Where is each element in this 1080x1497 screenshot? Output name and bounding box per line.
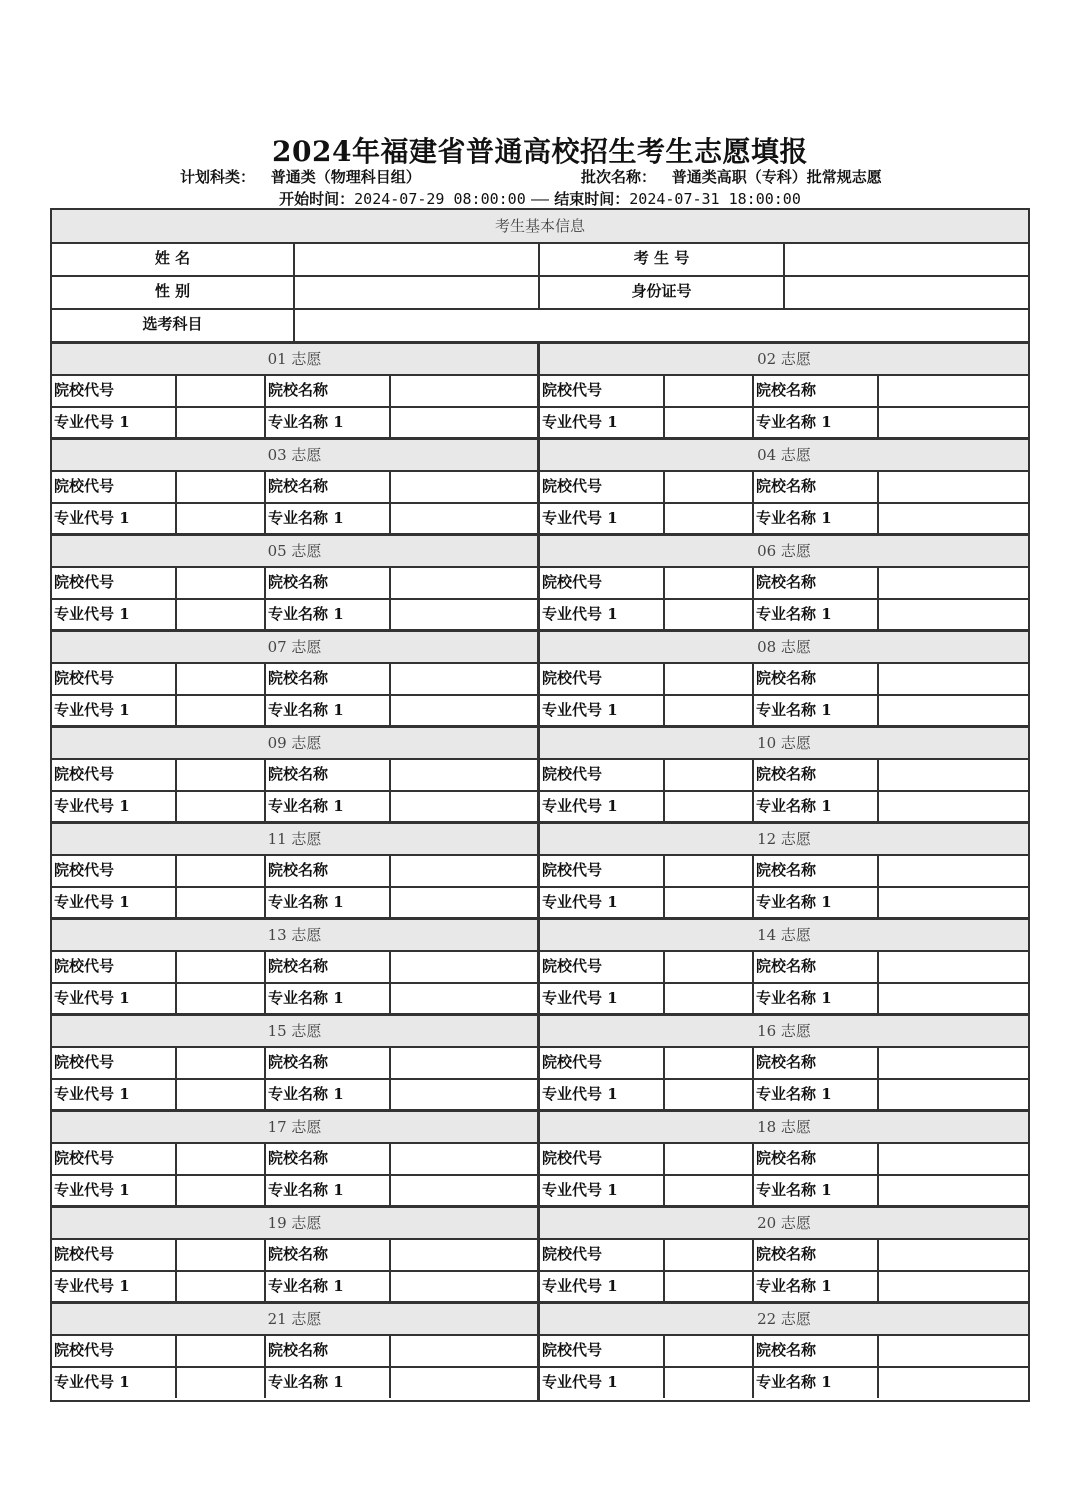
major-row: [52, 1368, 537, 1398]
school-name-label: 院校名称: [266, 856, 391, 886]
school-row: [52, 952, 537, 984]
plan-batch-line: [0, 166, 1080, 188]
volunteer-title: 12 志愿: [540, 824, 1028, 856]
school-name-field[interactable]: [391, 376, 537, 406]
major-name-field[interactable]: [879, 504, 1028, 534]
volunteer-title: 14 志愿: [540, 920, 1028, 952]
volunteer-block: [540, 824, 1028, 920]
volunteer-title: 17 志愿: [52, 1112, 537, 1144]
school-code-label: 院校代号: [52, 856, 177, 886]
start-label: 开始时间：: [279, 190, 355, 208]
major-code-field[interactable]: [177, 1272, 266, 1302]
school-name-label: 院校名称: [754, 472, 879, 502]
school-code-field[interactable]: [177, 376, 266, 406]
major-code-field[interactable]: [177, 888, 266, 918]
school-code-field[interactable]: [665, 856, 754, 886]
school-code-field[interactable]: [177, 568, 266, 598]
school-name-field[interactable]: [879, 952, 1028, 982]
school-code-field[interactable]: [177, 760, 266, 790]
volunteer-block: [52, 536, 540, 632]
school-name-label: 院校名称: [266, 760, 391, 790]
school-name-field[interactable]: [391, 664, 537, 694]
volunteer-title: 08 志愿: [540, 632, 1028, 664]
volunteer-title: 02 志愿: [540, 344, 1028, 376]
school-code-label: 院校代号: [52, 952, 177, 982]
major-name-field[interactable]: [391, 600, 537, 630]
school-code-label: 院校代号: [52, 760, 177, 790]
major-row: [52, 600, 537, 630]
major-name-label: 专业名称 1: [754, 1080, 879, 1110]
major-code-label: 专业代号 1: [540, 792, 665, 822]
major-name-field[interactable]: [391, 1080, 537, 1110]
school-code-field[interactable]: [665, 952, 754, 982]
school-name-label: 院校名称: [266, 1240, 391, 1270]
major-name-label: 专业名称 1: [754, 600, 879, 630]
major-code-label: 专业代号 1: [540, 984, 665, 1014]
school-name-field[interactable]: [391, 856, 537, 886]
major-code-label: 专业代号 1: [540, 1368, 665, 1398]
major-code-label: 专业代号 1: [540, 1176, 665, 1206]
volunteer-title: 15 志愿: [52, 1016, 537, 1048]
school-row: [540, 856, 1028, 888]
major-code-label: 专业代号 1: [540, 696, 665, 726]
volunteer-title: 16 志愿: [540, 1016, 1028, 1048]
major-name-label: 专业名称 1: [266, 1272, 391, 1302]
major-name-field[interactable]: [879, 1176, 1028, 1206]
school-code-label: 院校代号: [52, 376, 177, 406]
name-label: 姓 名: [52, 244, 295, 275]
major-name-label: 专业名称 1: [754, 1176, 879, 1206]
school-code-label: 院校代号: [540, 1240, 665, 1270]
school-row: [52, 472, 537, 504]
major-row: [540, 792, 1028, 822]
school-name-label: 院校名称: [266, 472, 391, 502]
major-name-label: 专业名称 1: [754, 696, 879, 726]
major-code-field[interactable]: [665, 600, 754, 630]
school-name-field[interactable]: [879, 1336, 1028, 1366]
school-name-label: 院校名称: [266, 1144, 391, 1174]
plan-label: 计划科类：: [180, 168, 256, 186]
gender-label: 性 别: [52, 277, 295, 308]
school-name-label: 院校名称: [754, 952, 879, 982]
school-code-field[interactable]: [177, 1240, 266, 1270]
major-code-field[interactable]: [177, 1080, 266, 1110]
major-name-field[interactable]: [391, 1272, 537, 1302]
major-name-field[interactable]: [879, 1080, 1028, 1110]
major-name-label: 专业名称 1: [266, 1080, 391, 1110]
school-row: [52, 1240, 537, 1272]
major-name-label: 专业名称 1: [266, 408, 391, 438]
school-code-field[interactable]: [665, 1048, 754, 1078]
school-code-field[interactable]: [177, 1336, 266, 1366]
volunteer-block: [540, 920, 1028, 1016]
application-form: [50, 208, 1030, 1402]
major-code-field[interactable]: [177, 1368, 266, 1398]
major-row: [52, 696, 537, 726]
school-code-label: 院校代号: [540, 1144, 665, 1174]
school-code-field[interactable]: [665, 568, 754, 598]
major-name-label: 专业名称 1: [754, 1272, 879, 1302]
major-name-field[interactable]: [879, 600, 1028, 630]
school-name-field[interactable]: [879, 856, 1028, 886]
volunteer-title: 18 志愿: [540, 1112, 1028, 1144]
school-name-field[interactable]: [391, 1240, 537, 1270]
major-row: [540, 408, 1028, 438]
major-name-label: 专业名称 1: [754, 792, 879, 822]
volunteer-block: [540, 1016, 1028, 1112]
major-row: [52, 408, 537, 438]
major-name-field[interactable]: [879, 888, 1028, 918]
school-row: [52, 1048, 537, 1080]
major-name-field[interactable]: [391, 1176, 537, 1206]
school-code-field[interactable]: [665, 472, 754, 502]
major-name-label: 专业名称 1: [754, 408, 879, 438]
school-row: [52, 376, 537, 408]
school-name-label: 院校名称: [754, 856, 879, 886]
major-code-field[interactable]: [665, 408, 754, 438]
school-code-field[interactable]: [665, 760, 754, 790]
school-code-field[interactable]: [665, 1240, 754, 1270]
major-code-field[interactable]: [665, 1368, 754, 1398]
end-label: 结束时间：: [554, 190, 630, 208]
school-code-label: 院校代号: [52, 568, 177, 598]
exam-number-field[interactable]: [785, 244, 1028, 275]
school-name-label: 院校名称: [266, 568, 391, 598]
school-code-label: 院校代号: [540, 856, 665, 886]
major-name-field[interactable]: [879, 408, 1028, 438]
volunteer-title: 21 志愿: [52, 1304, 537, 1336]
major-name-field[interactable]: [391, 1368, 537, 1398]
school-row: [52, 568, 537, 600]
major-name-label: 专业名称 1: [266, 888, 391, 918]
volunteer-block: [540, 344, 1028, 440]
volunteer-block: [540, 536, 1028, 632]
major-code-field[interactable]: [665, 1176, 754, 1206]
school-name-field[interactable]: [391, 1336, 537, 1366]
volunteer-title: 04 志愿: [540, 440, 1028, 472]
volunteer-block: [540, 1112, 1028, 1208]
subjects-label: 选考科目: [52, 310, 295, 341]
major-name-label: 专业名称 1: [266, 696, 391, 726]
major-code-label: 专业代号 1: [540, 504, 665, 534]
volunteer-block: [52, 1304, 540, 1400]
major-name-field[interactable]: [879, 696, 1028, 726]
school-code-label: 院校代号: [52, 1240, 177, 1270]
end-value: 2024-07-31 18:00:00: [629, 190, 801, 208]
basic-info-title: 考生基本信息: [52, 210, 1028, 244]
major-name-field[interactable]: [391, 984, 537, 1014]
major-code-label: 专业代号 1: [52, 408, 177, 438]
batch-label: 批次名称：: [581, 168, 657, 186]
major-code-label: 专业代号 1: [52, 984, 177, 1014]
exam-number-label: 考 生 号: [540, 244, 785, 275]
volunteer-title: 09 志愿: [52, 728, 537, 760]
school-code-label: 院校代号: [540, 376, 665, 406]
major-row: [52, 792, 537, 822]
major-code-label: 专业代号 1: [540, 600, 665, 630]
major-row: [540, 1272, 1028, 1302]
school-name-label: 院校名称: [754, 760, 879, 790]
volunteer-title: 13 志愿: [52, 920, 537, 952]
major-code-field[interactable]: [177, 792, 266, 822]
basic-info-row-1: [52, 244, 1028, 277]
id-number-label: 身份证号: [540, 277, 785, 308]
volunteer-title: 07 志愿: [52, 632, 537, 664]
major-code-label: 专业代号 1: [52, 1272, 177, 1302]
volunteer-block: [52, 344, 540, 440]
school-code-label: 院校代号: [540, 664, 665, 694]
school-name-field[interactable]: [879, 1240, 1028, 1270]
school-code-label: 院校代号: [52, 664, 177, 694]
major-code-field[interactable]: [177, 600, 266, 630]
school-row: [540, 664, 1028, 696]
school-name-label: 院校名称: [754, 376, 879, 406]
school-name-field[interactable]: [879, 1048, 1028, 1078]
major-code-label: 专业代号 1: [52, 504, 177, 534]
major-name-label: 专业名称 1: [754, 504, 879, 534]
major-row: [540, 696, 1028, 726]
major-code-field[interactable]: [177, 1176, 266, 1206]
major-name-field[interactable]: [391, 408, 537, 438]
school-row: [52, 856, 537, 888]
major-row: [540, 600, 1028, 630]
volunteer-block: [52, 920, 540, 1016]
major-name-field[interactable]: [879, 984, 1028, 1014]
major-name-label: 专业名称 1: [754, 888, 879, 918]
school-code-label: 院校代号: [52, 472, 177, 502]
major-code-label: 专业代号 1: [52, 1080, 177, 1110]
major-row: [52, 888, 537, 918]
school-code-field[interactable]: [177, 472, 266, 502]
time-line: [0, 188, 1080, 209]
school-row: [540, 376, 1028, 408]
major-row: [540, 1080, 1028, 1110]
major-code-field[interactable]: [177, 504, 266, 534]
major-code-label: 专业代号 1: [52, 888, 177, 918]
volunteer-title: 03 志愿: [52, 440, 537, 472]
volunteer-title: 11 志愿: [52, 824, 537, 856]
major-code-field[interactable]: [665, 1080, 754, 1110]
school-name-field[interactable]: [879, 1144, 1028, 1174]
major-row: [52, 1272, 537, 1302]
major-code-label: 专业代号 1: [540, 408, 665, 438]
school-name-label: 院校名称: [266, 664, 391, 694]
major-code-label: 专业代号 1: [540, 888, 665, 918]
school-row: [540, 568, 1028, 600]
school-name-label: 院校名称: [754, 1336, 879, 1366]
basic-info-row-3: [52, 310, 1028, 344]
school-name-field[interactable]: [879, 472, 1028, 502]
major-code-field[interactable]: [665, 696, 754, 726]
volunteer-title: 10 志愿: [540, 728, 1028, 760]
major-code-field[interactable]: [177, 984, 266, 1014]
school-name-label: 院校名称: [266, 952, 391, 982]
major-name-label: 专业名称 1: [266, 504, 391, 534]
school-name-label: 院校名称: [754, 664, 879, 694]
volunteer-block: [540, 1208, 1028, 1304]
school-name-field[interactable]: [879, 376, 1028, 406]
major-name-label: 专业名称 1: [754, 984, 879, 1014]
volunteer-grid: [52, 344, 1028, 1400]
volunteer-title: 06 志愿: [540, 536, 1028, 568]
school-code-label: 院校代号: [540, 1048, 665, 1078]
major-row: [540, 984, 1028, 1014]
major-code-field[interactable]: [177, 408, 266, 438]
major-name-label: 专业名称 1: [754, 1368, 879, 1398]
start-value: 2024-07-29 08:00:00: [354, 190, 526, 208]
school-name-field[interactable]: [391, 1144, 537, 1174]
major-code-label: 专业代号 1: [540, 1272, 665, 1302]
major-code-label: 专业代号 1: [52, 696, 177, 726]
major-name-field[interactable]: [391, 504, 537, 534]
plan-value: 普通类（物理科目组）: [270, 168, 421, 186]
major-row: [52, 1176, 537, 1206]
school-name-field[interactable]: [391, 952, 537, 982]
major-name-label: 专业名称 1: [266, 792, 391, 822]
major-code-label: 专业代号 1: [52, 792, 177, 822]
school-row: [540, 1240, 1028, 1272]
major-name-field[interactable]: [391, 888, 537, 918]
major-row: [540, 504, 1028, 534]
school-row: [52, 1144, 537, 1176]
volunteer-block: [540, 632, 1028, 728]
school-row: [52, 664, 537, 696]
school-row: [540, 472, 1028, 504]
major-row: [52, 984, 537, 1014]
school-code-field[interactable]: [665, 1336, 754, 1366]
volunteer-block: [540, 1304, 1028, 1400]
major-row: [540, 1176, 1028, 1206]
school-name-label: 院校名称: [754, 1240, 879, 1270]
school-code-field[interactable]: [177, 952, 266, 982]
school-name-field[interactable]: [879, 664, 1028, 694]
school-name-label: 院校名称: [754, 568, 879, 598]
major-name-field[interactable]: [879, 1368, 1028, 1398]
school-name-label: 院校名称: [266, 1336, 391, 1366]
name-field[interactable]: [295, 244, 540, 275]
volunteer-block: [52, 728, 540, 824]
major-code-field[interactable]: [665, 792, 754, 822]
school-name-field[interactable]: [391, 1048, 537, 1078]
major-row: [540, 1368, 1028, 1398]
school-row: [540, 760, 1028, 792]
school-name-field[interactable]: [391, 472, 537, 502]
school-row: [540, 1144, 1028, 1176]
school-name-label: 院校名称: [266, 376, 391, 406]
volunteer-title: 20 志愿: [540, 1208, 1028, 1240]
major-name-field[interactable]: [879, 1272, 1028, 1302]
major-code-label: 专业代号 1: [52, 600, 177, 630]
plan-info: [180, 166, 421, 187]
school-row: [540, 952, 1028, 984]
volunteer-block: [52, 1016, 540, 1112]
gender-field[interactable]: [295, 277, 540, 308]
school-name-label: 院校名称: [266, 1048, 391, 1078]
school-code-field[interactable]: [665, 376, 754, 406]
subjects-field[interactable]: [295, 310, 1028, 341]
volunteer-title: 19 志愿: [52, 1208, 537, 1240]
major-name-field[interactable]: [391, 696, 537, 726]
major-code-field[interactable]: [665, 504, 754, 534]
volunteer-block: [52, 824, 540, 920]
school-code-label: 院校代号: [540, 952, 665, 982]
major-row: [540, 888, 1028, 918]
school-name-label: 院校名称: [754, 1144, 879, 1174]
batch-value: 普通类高职（专科）批常规志愿: [671, 168, 882, 186]
school-code-field[interactable]: [177, 664, 266, 694]
major-row: [52, 1080, 537, 1110]
school-code-field[interactable]: [665, 664, 754, 694]
school-code-label: 院校代号: [540, 568, 665, 598]
school-code-label: 院校代号: [52, 1144, 177, 1174]
school-name-field[interactable]: [391, 760, 537, 790]
volunteer-block: [540, 728, 1028, 824]
volunteer-title: 22 志愿: [540, 1304, 1028, 1336]
school-row: [52, 760, 537, 792]
volunteer-block: [52, 440, 540, 536]
school-code-field[interactable]: [177, 1048, 266, 1078]
school-code-field[interactable]: [177, 856, 266, 886]
major-name-label: 专业名称 1: [266, 984, 391, 1014]
school-name-field[interactable]: [879, 760, 1028, 790]
school-code-label: 院校代号: [540, 1336, 665, 1366]
school-row: [540, 1336, 1028, 1368]
batch-info: [581, 166, 882, 187]
school-code-label: 院校代号: [52, 1336, 177, 1366]
volunteer-block: [540, 440, 1028, 536]
major-name-label: 专业名称 1: [266, 1176, 391, 1206]
major-name-field[interactable]: [879, 792, 1028, 822]
volunteer-block: [52, 1112, 540, 1208]
major-name-label: 专业名称 1: [266, 1368, 391, 1398]
major-code-field[interactable]: [665, 1272, 754, 1302]
school-code-label: 院校代号: [540, 760, 665, 790]
major-code-label: 专业代号 1: [52, 1176, 177, 1206]
major-name-label: 专业名称 1: [266, 600, 391, 630]
basic-info-row-2: [52, 277, 1028, 310]
school-code-label: 院校代号: [52, 1048, 177, 1078]
id-number-field[interactable]: [785, 277, 1028, 308]
major-row: [52, 504, 537, 534]
major-name-field[interactable]: [391, 792, 537, 822]
major-code-field[interactable]: [665, 984, 754, 1014]
school-name-field[interactable]: [391, 568, 537, 598]
volunteer-title: 05 志愿: [52, 536, 537, 568]
school-row: [52, 1336, 537, 1368]
time-separator: ——: [530, 190, 550, 208]
school-code-field[interactable]: [665, 1144, 754, 1174]
volunteer-title: 01 志愿: [52, 344, 537, 376]
major-code-field[interactable]: [177, 696, 266, 726]
school-code-label: 院校代号: [540, 472, 665, 502]
major-code-label: 专业代号 1: [52, 1368, 177, 1398]
page-title: 2024年福建省普通高校招生考生志愿填报: [272, 135, 808, 168]
school-name-label: 院校名称: [754, 1048, 879, 1078]
major-code-field[interactable]: [665, 888, 754, 918]
school-row: [540, 1048, 1028, 1080]
school-code-field[interactable]: [177, 1144, 266, 1174]
school-name-field[interactable]: [879, 568, 1028, 598]
volunteer-block: [52, 1208, 540, 1304]
major-code-label: 专业代号 1: [540, 1080, 665, 1110]
volunteer-block: [52, 632, 540, 728]
